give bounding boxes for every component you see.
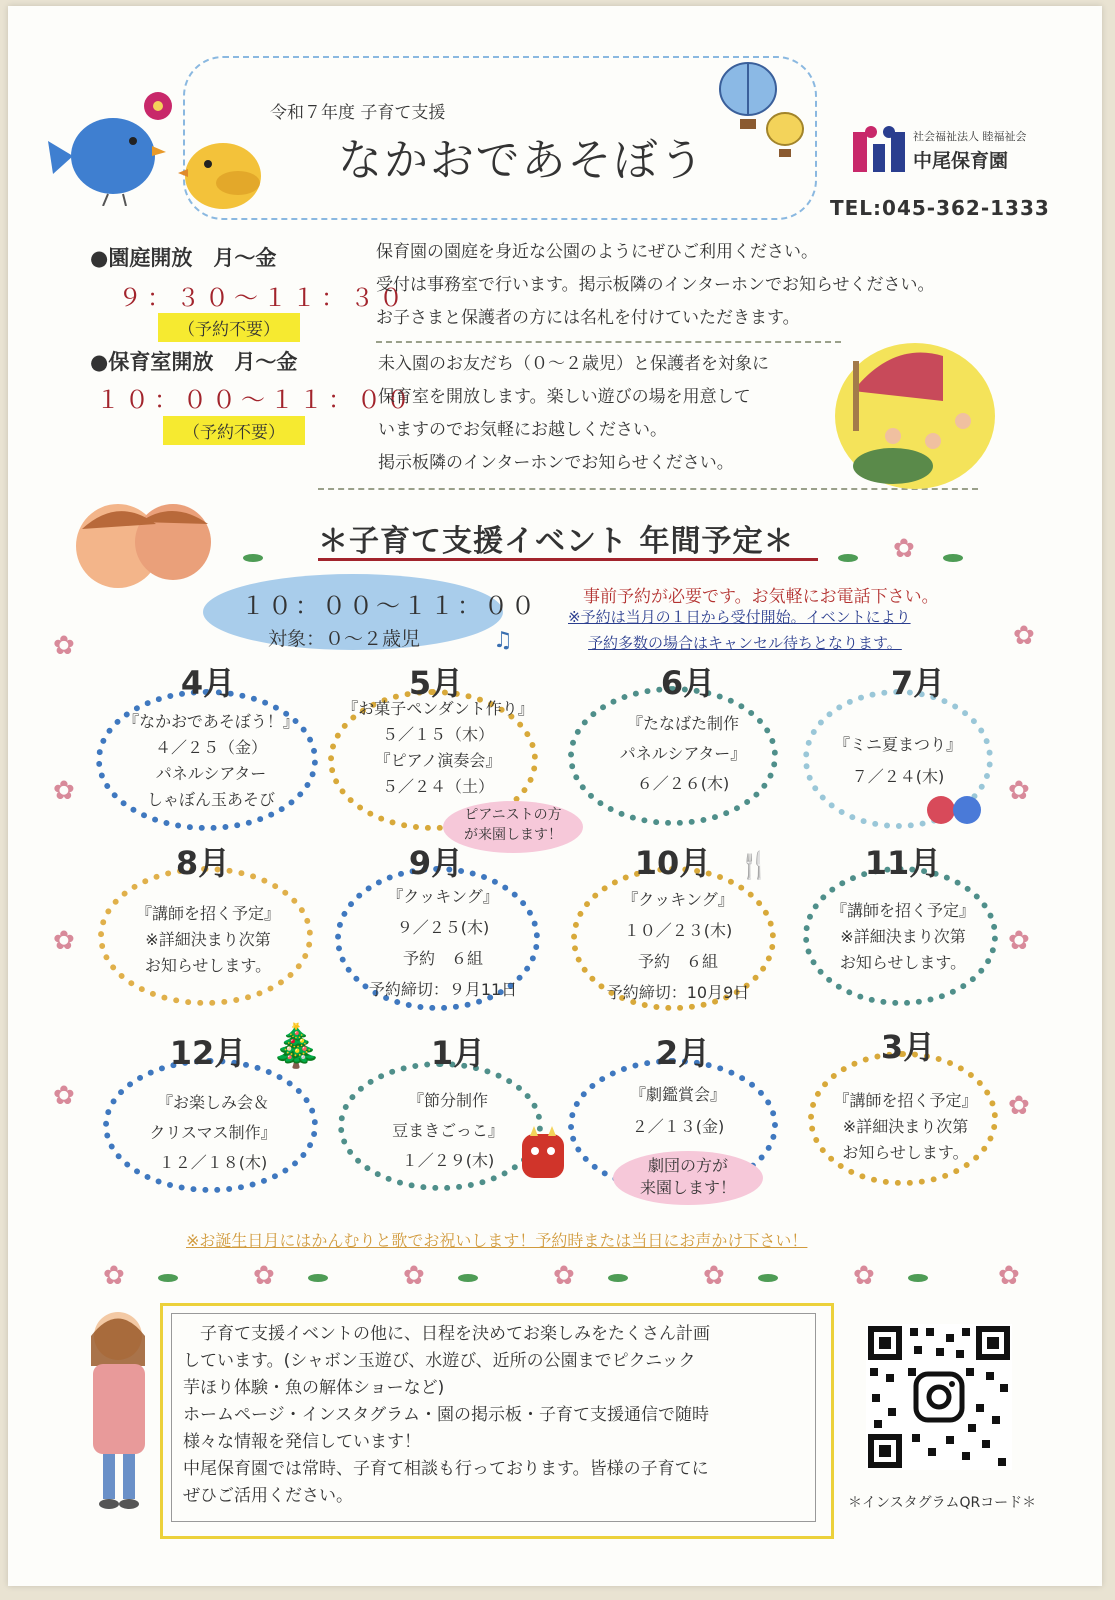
room-description: 未入園のお友だち（０〜２歳児）と保護者を対象に 保育室を開放します。楽しい遊びの場を用意して いますのでお気軽にお越しください。 掲示板隣のインターホンでお知らせください。 — [378, 354, 769, 473]
theater-note: 劇団の方が 来園します！ — [613, 1151, 763, 1205]
month-label: 2月 — [655, 1034, 711, 1072]
pianist-note: ピアニストの方 が来園します！ — [443, 801, 583, 853]
month-label: 1月 — [430, 1034, 486, 1072]
month-label: 9月 — [408, 844, 464, 882]
flower-icon: ✿ — [998, 1261, 1020, 1291]
nursery-logo — [853, 124, 905, 174]
org-name: 中尾保育園 — [913, 150, 1009, 172]
flower-icon: ✿ — [553, 1261, 575, 1291]
event-text: 『クッキング』 ９／２５(木) 予約 ６組 予約締切：９月11日 — [368, 887, 518, 999]
instagram-qr-code[interactable] — [866, 1324, 1012, 1470]
events-target: 対象：０〜２歳児 — [268, 628, 421, 650]
room-heading: ●保育室開放 月〜金 — [90, 350, 298, 374]
leaf-icon — [158, 1274, 178, 1282]
flower-icon: ✿ — [1008, 776, 1030, 806]
flyer-page — [8, 6, 1102, 1586]
cooking-utensils-icon: 🍴 — [738, 851, 771, 881]
garden-time: ９：３０〜１１：３０ — [118, 284, 408, 312]
flower-icon: ✿ — [703, 1261, 725, 1291]
flower-icon: ✿ — [53, 926, 75, 956]
music-note-icon: ♫ — [493, 628, 513, 653]
org-corporation: 社会福祉法人 睦福祉会 — [913, 130, 1027, 143]
children-playing-illustration — [833, 341, 998, 491]
reservation-notice: 事前予約が必要です。お気軽にお電話下さい。 — [583, 587, 939, 607]
flower-icon: ✿ — [53, 776, 75, 806]
event-text: 『お楽しみ会＆ クリスマス制作』 １２／１８(木) — [149, 1093, 277, 1172]
leaf-icon — [758, 1274, 778, 1282]
flower-icon: ✿ — [1013, 621, 1035, 651]
leaf-icon — [943, 554, 963, 562]
month-label: 4月 — [180, 664, 236, 702]
event-text: 『講師を招く予定』 ※詳細決まり次第 お知らせします。 — [135, 904, 280, 975]
leaf-icon — [838, 554, 858, 562]
leaf-icon — [308, 1274, 328, 1282]
event-text: 『劇鑑賞会』 ２／１３(金) — [629, 1085, 726, 1136]
month-label: 3月 — [880, 1028, 936, 1066]
flower-icon: ✿ — [893, 534, 915, 564]
month-label: 6月 — [660, 664, 716, 702]
flower-icon: ✿ — [853, 1261, 875, 1291]
yellow-bird-icon — [178, 131, 278, 216]
month-label: 10月 — [634, 844, 712, 882]
event-text: 『たなばた制作 パネルシアター』 ６／２６(木) — [619, 714, 747, 793]
month-label: 5月 — [408, 664, 464, 702]
flower-icon — [138, 86, 178, 126]
leaf-icon — [243, 554, 263, 562]
small-balloon-icon — [763, 111, 808, 159]
room-no-reservation-tag: （予約不要） — [163, 416, 305, 445]
event-text: 『講師を招く予定』 ※詳細決まり次第 お知らせします。 — [830, 901, 975, 972]
caregiver-illustration — [73, 1306, 168, 1516]
leaf-icon — [458, 1274, 478, 1282]
event-text: 『講師を招く予定』 ※詳細決まり次第 お知らせします。 — [833, 1091, 978, 1162]
garden-no-reservation-tag: （予約不要） — [158, 313, 300, 342]
page-title: なかおであそぼう — [338, 135, 706, 186]
flower-icon: ✿ — [1008, 1091, 1030, 1121]
event-text: 『お菓子ペンダント作り』 ５／１５（木） 『ピアノ演奏会』 ５／２４（土） — [342, 699, 534, 796]
event-text: 『ミニ夏まつり』 ７／２４(木) — [833, 735, 962, 786]
baby-faces-illustration — [68, 494, 218, 594]
reservation-rule-1: ※予約は当月の１日から受付開始。イベントにより — [568, 608, 911, 626]
flower-icon: ✿ — [1008, 926, 1030, 956]
events-title: ＊子育て支援イベント 年間予定＊ — [318, 524, 795, 559]
month-label: 8月 — [175, 844, 231, 882]
water-balloon-icon — [923, 788, 983, 828]
phone-number: TEL:045-362-1333 — [830, 196, 1050, 220]
flower-icon: ✿ — [103, 1261, 125, 1291]
event-text: 『なかおであそぼう！』 ４／２５（金） パネルシアター しゃぼん玉あそび — [123, 712, 299, 809]
garden-heading: ●園庭開放 月〜金 — [90, 246, 277, 270]
reservation-rule-2: 予約多数の場合はキャンセル待ちとなります。 — [588, 634, 902, 652]
flower-icon: ✿ — [53, 1081, 75, 1111]
qr-label: ＊インスタグラムQRコード＊ — [848, 1495, 1037, 1511]
info-text: 子育て支援イベントの他に、日程を決めてお楽しみをたくさん計画 しています。(シャボン玉遊び、水遊び、近所の公園までピクニック 芋ほり体験・魚の解体ショーなど) ホームページ・インスタグラム・園の掲示板・子育て支援通信で随時 様々な情報を発信しています！ 中尾保育園では常時、子育て相談も行っております。皆様の子育てに ぜひご活用ください。 — [183, 1324, 710, 1506]
header-subtitle: 令和７年度 子育て支援 — [270, 103, 446, 123]
month-label: 12月 — [169, 1034, 247, 1072]
leaf-icon — [608, 1274, 628, 1282]
birthday-notice: ※お誕生日月にはかんむりと歌でお祝いします！予約時または当日にお声かけ下さい！ — [186, 1231, 808, 1250]
flower-icon: ✿ — [403, 1261, 425, 1291]
month-label: 11月 — [864, 844, 942, 882]
christmas-tree-icon: 🎄 — [270, 1021, 323, 1070]
oni-mask-icon — [518, 1126, 568, 1181]
event-text: 『クッキング』 １０／２３(木) 予約 ６組 予約締切：10月9日 — [606, 890, 750, 1002]
garden-description: 保育園の園庭を身近な公園のようにぜひご利用ください。 受付は事務室で行います。掲示板隣のインターホンでお知らせください。 お子さまと保護者の方には名札を付けていただきます。 — [376, 242, 935, 328]
divider — [376, 341, 841, 343]
room-time: １０：００〜１１：００ — [96, 386, 415, 414]
flower-icon: ✿ — [253, 1261, 275, 1291]
month-label: 7月 — [890, 664, 946, 702]
flower-icon: ✿ — [53, 631, 75, 661]
event-text: 『節分制作 豆まきごっこ』 １／２９(木) — [392, 1091, 504, 1170]
leaf-icon — [908, 1274, 928, 1282]
title-underline — [318, 558, 818, 561]
events-time: １０：００〜１１：００ — [241, 592, 538, 620]
